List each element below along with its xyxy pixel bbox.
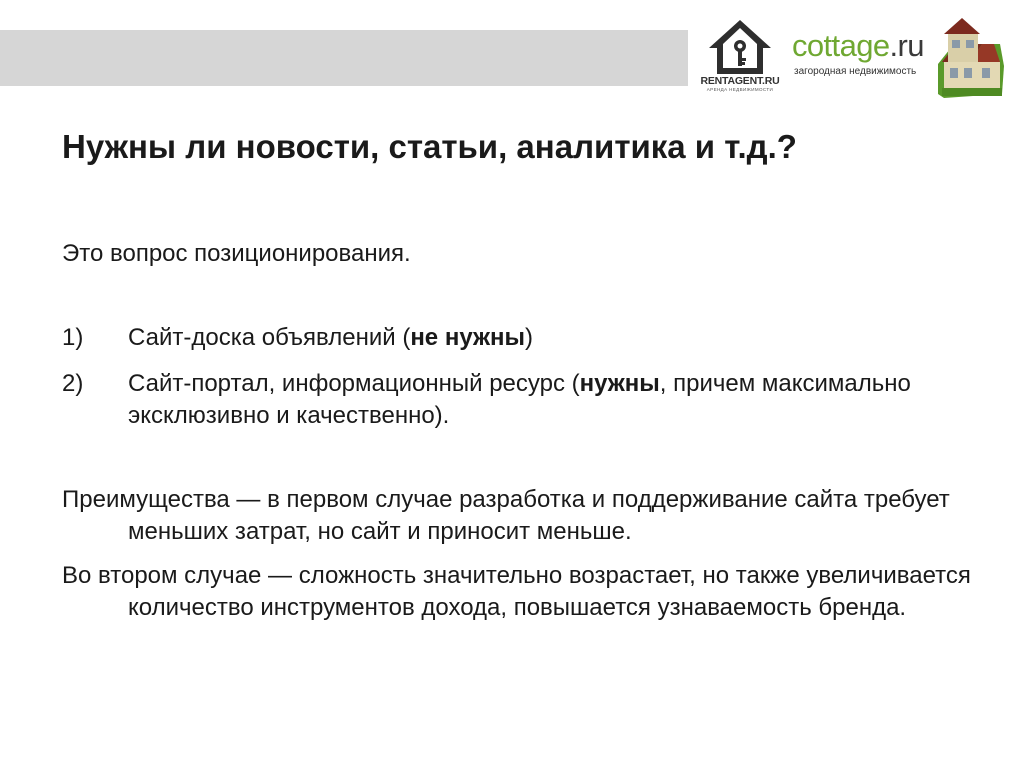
list-number: 1) <box>62 324 84 351</box>
rentagent-logo[interactable] <box>700 18 780 92</box>
cottage-logo[interactable] <box>792 28 942 88</box>
list-item <box>62 322 982 354</box>
intro-text: Это вопрос позиционирования. <box>62 240 411 267</box>
list-emphasis: нужны <box>579 370 660 397</box>
cottage-brand-domain: .ru <box>889 28 924 63</box>
header-bar <box>0 30 688 86</box>
list-text: , причем максимально эксклюзивно и качественно). <box>128 370 911 429</box>
cottage-brand-name: cottage <box>792 28 890 63</box>
list-text: Сайт-портал, информационный ресурс ( <box>128 370 580 397</box>
slide-title: Нужны ли новости, статьи, аналитика и т.д.? <box>62 128 797 165</box>
second-case-paragraph: Во втором случае — сложность значительно возрастает, но также увеличивается количество инструментов дохода, повышается узнаваемость бренда. <box>62 562 971 621</box>
cottage-tagline: загородная недвижимость <box>794 66 917 77</box>
list-emphasis: не нужны <box>410 324 525 351</box>
list-text: ) <box>524 324 533 351</box>
advantages-paragraph: Преимущества — в первом случае разработка и поддерживание сайта требует меньших затрат, но сайт и приносит меньше. <box>62 486 950 545</box>
cottage-brand <box>792 28 924 64</box>
rentagent-tagline: АРЕНДА НЕДВИЖИМОСТИ <box>706 87 774 92</box>
slide-content <box>62 238 982 636</box>
list-text: Сайт-доска объявлений ( <box>128 324 411 351</box>
list-item <box>62 368 982 432</box>
list-number: 2) <box>62 370 84 397</box>
cottage-house-icon <box>934 14 1006 100</box>
house-key-icon <box>707 18 773 76</box>
rentagent-brand: RENTAGENT.RU <box>700 75 780 87</box>
